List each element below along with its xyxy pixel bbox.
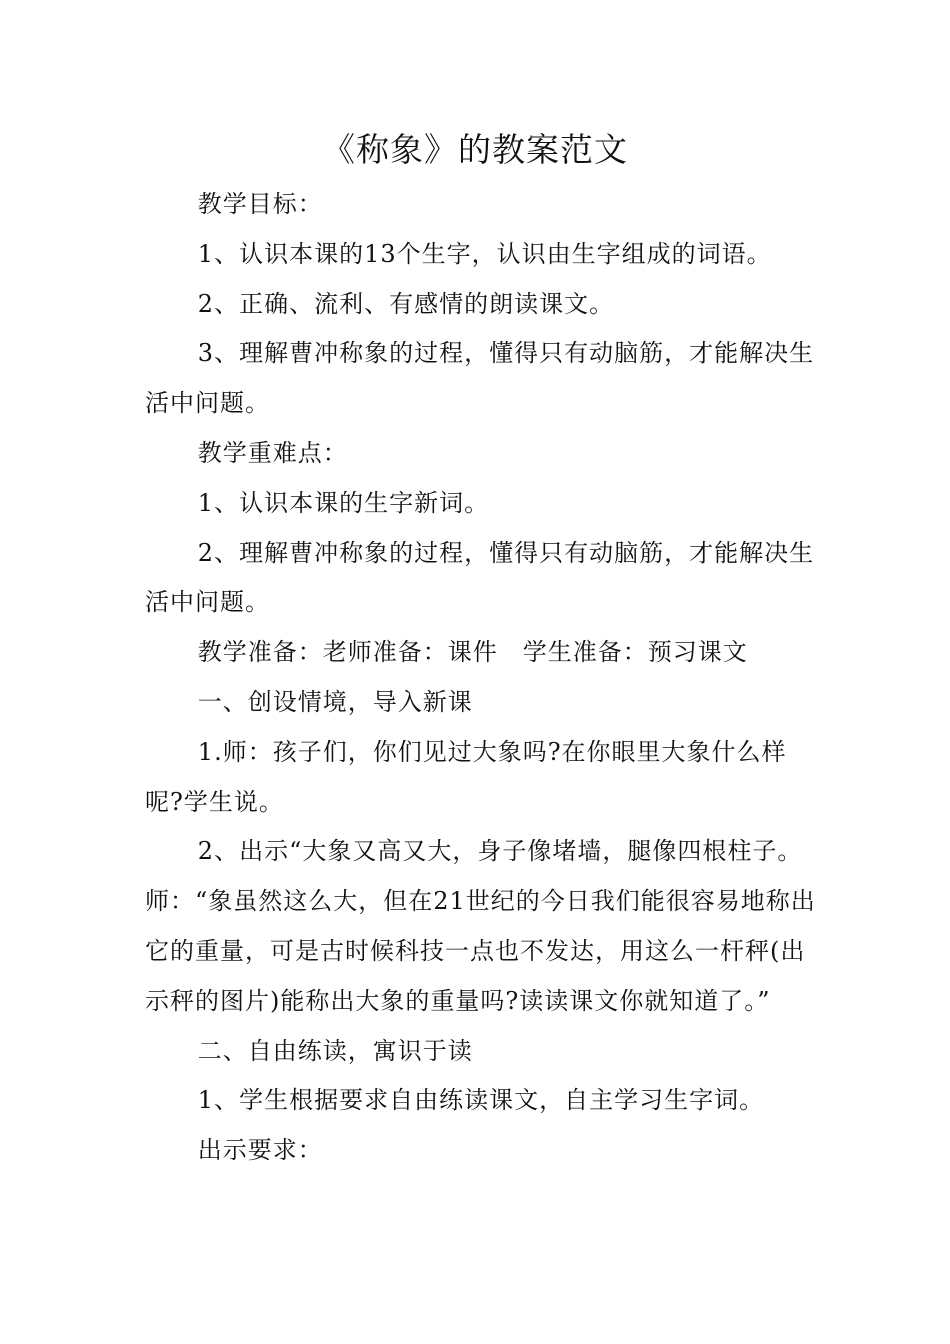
paragraph-preparation: 教学准备：老师准备：课件 学生准备：预习课文 <box>197 638 748 667</box>
paragraph-teaching-goals-heading: 教学目标： <box>197 190 323 218</box>
paragraph-section-1-step-1: 1.师：孩子们，你们见过大象吗?在你眼里大象什么样呢?学生说。 <box>145 737 787 816</box>
paragraph-section-1-step-2: 2、出示“大象又高又大，身子像堵墙，腿像四根柱子。师：“象虽然这么大，但在21世纪的今日我们能很容易地称出它的重量，可是古时候科技一点也不发达，用这么一杆秤(出示秤的图片)能称出大象的重量吗?读读课文你就知道了。” <box>145 837 816 1015</box>
paragraph-goal-3: 3、理解曹冲称象的过程，懂得只有动脑筋，才能解决生活中问题。 <box>145 339 815 418</box>
document-title: 《称象》的教案范文 <box>322 130 628 169</box>
paragraph-key-point-1: 1、认识本课的生字新词。 <box>197 488 490 517</box>
paragraph-show-requirements: 出示要求： <box>197 1136 323 1165</box>
paragraph-goal-1: 1、认识本课的13个生字，认识由生字组成的词语。 <box>197 239 772 268</box>
document-body <box>145 180 825 1176</box>
paragraph-key-points-heading: 教学重难点： <box>197 438 348 467</box>
paragraph-section-1-heading: 一、创设情境，导入新课 <box>197 687 473 716</box>
paragraph-section-2-heading: 二、自由练读，寓识于读 <box>197 1036 473 1065</box>
paragraph-section-2-step-1: 1、学生根据要求自由练读课文，自主学习生字词。 <box>197 1086 765 1115</box>
paragraph-key-point-2: 2、理解曹冲称象的过程，懂得只有动脑筋，才能解决生活中问题。 <box>145 538 815 617</box>
paragraph-goal-2: 2、正确、流利、有感情的朗读课文。 <box>197 289 615 318</box>
